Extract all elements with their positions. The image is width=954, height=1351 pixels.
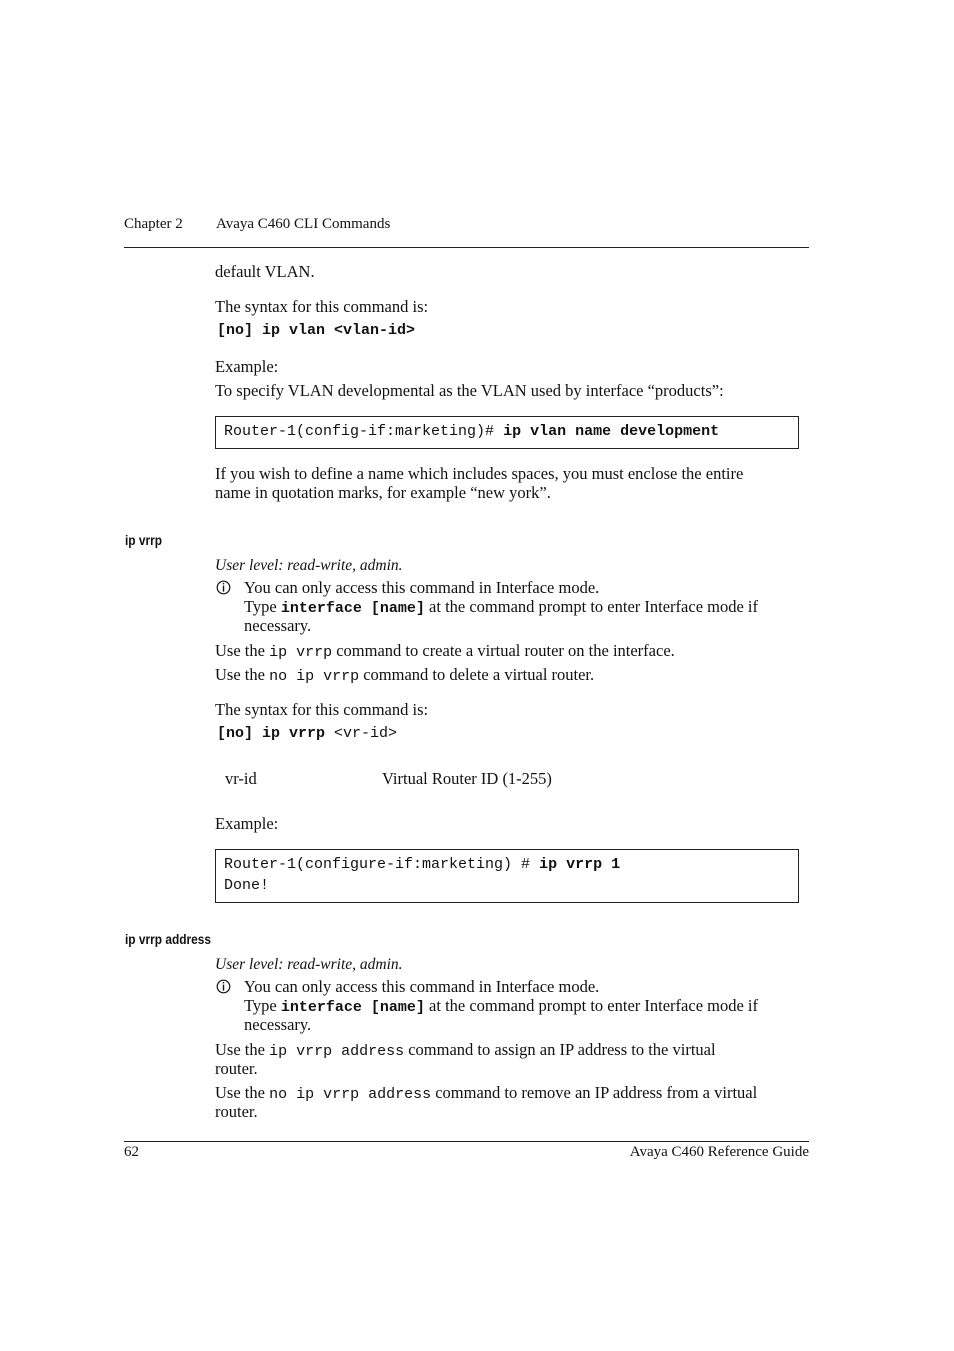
ipvrrpaddr-use1-b: command to assign an IP address to the virtual — [408, 1040, 716, 1059]
vlan-example-label: Example: — [215, 357, 279, 376]
vlan-code-line — [224, 423, 719, 440]
ipvrrp-syntax-intro: The syntax for this command is: — [215, 700, 429, 719]
ipvrrp-example-label: Example: — [215, 814, 279, 833]
ipvrrp-use-create — [215, 641, 675, 662]
ipvrrpaddr-info-cmd: interface [name] — [280, 999, 425, 1016]
vlan-note-line2: name in quotation marks, for example “new york”. — [215, 483, 551, 502]
ipvrrp-use1-cmd: ip vrrp — [269, 644, 333, 661]
info-icon — [216, 580, 231, 595]
param-name: vr-id — [225, 769, 257, 788]
vlan-continuation: default VLAN. — [215, 262, 315, 281]
ipvrrp-info-line3: necessary. — [244, 616, 312, 635]
ipvrrpaddr-use1-a: Use the — [215, 1040, 265, 1059]
ipvrrp-syntax-param: <vr-id> — [334, 725, 398, 742]
ipvrrp-info-rest: at the command prompt to enter Interface mode if — [429, 597, 758, 616]
ipvrrp-info-line2 — [244, 597, 758, 618]
ipvrrp-use1-b: command to create a virtual router on the interface. — [336, 641, 675, 660]
ipvrrp-code-prompt: Router-1(configure-if:marketing) # — [224, 856, 531, 873]
ipvrrpaddr-use-assign-cont: router. — [215, 1059, 258, 1078]
ipvrrp-user-level: User level: read-write, admin. — [215, 557, 403, 574]
ipvrrpaddr-info-type: Type — [244, 996, 277, 1015]
ipvrrp-use1-a: Use the — [215, 641, 265, 660]
ipvrrp-use2-b: command to delete a virtual router. — [363, 665, 595, 684]
header-rule — [124, 247, 809, 248]
ipvrrp-use-delete — [215, 665, 594, 686]
ipvrrp-info-cmd: interface [name] — [280, 600, 425, 617]
section-heading-ip-vrrp: ip vrrp — [125, 532, 163, 548]
vlan-code-cmd: ip vlan name development — [503, 423, 720, 440]
ipvrrp-info-type: Type — [244, 597, 277, 616]
ipvrrp-syntax-cmd: [no] ip vrrp — [217, 725, 326, 742]
ipvrrp-code-cmd: ip vrrp 1 — [539, 856, 621, 873]
param-desc: Virtual Router ID (1-255) — [382, 769, 552, 788]
ipvrrp-use2-cmd: no ip vrrp — [269, 668, 360, 685]
header-title: Avaya C460 CLI Commands — [216, 216, 391, 232]
vlan-note-line1: If you wish to define a name which includes spaces, you must enclose the entire — [215, 464, 744, 483]
ipvrrp-code-box — [215, 849, 799, 903]
ipvrrpaddr-info-line2 — [244, 996, 758, 1017]
footer-page-number: 62 — [124, 1144, 139, 1160]
vlan-syntax: [no] ip vlan <vlan-id> — [217, 322, 416, 339]
ipvrrp-use2-a: Use the — [215, 665, 265, 684]
ipvrrpaddr-user-level: User level: read-write, admin. — [215, 956, 403, 973]
header-chapter: Chapter 2 — [124, 216, 183, 232]
vlan-code-prompt: Router-1(config-if:marketing)# — [224, 423, 495, 440]
ipvrrpaddr-info-rest: at the command prompt to enter Interface mode if — [429, 996, 758, 1015]
vlan-example-desc: To specify VLAN developmental as the VLAN used by interface “products”: — [215, 381, 724, 400]
ipvrrpaddr-use1-cmd: ip vrrp address — [269, 1043, 405, 1060]
ipvrrpaddr-use-assign — [215, 1040, 716, 1061]
ipvrrpaddr-use-remove — [215, 1083, 757, 1104]
vlan-code-box — [215, 416, 799, 449]
info-icon — [216, 979, 231, 994]
ipvrrpaddr-use2-cmd: no ip vrrp address — [269, 1086, 432, 1103]
footer-title: Avaya C460 Reference Guide — [629, 1144, 809, 1160]
ipvrrpaddr-info-line3: necessary. — [244, 1015, 312, 1034]
ipvrrpaddr-use2-a: Use the — [215, 1083, 265, 1102]
section-heading-ip-vrrp-address: ip vrrp address — [125, 931, 211, 947]
ipvrrp-code-line1 — [224, 856, 620, 873]
ipvrrpaddr-use2-b: command to remove an IP address from a virtual — [435, 1083, 758, 1102]
vlan-syntax-intro: The syntax for this command is: — [215, 297, 429, 316]
ipvrrpaddr-use-remove-cont: router. — [215, 1102, 258, 1121]
footer-rule — [124, 1141, 809, 1142]
ipvrrp-info-line1: You can only access this command in Interface mode. — [244, 578, 600, 597]
ipvrrp-code-output: Done! — [224, 877, 270, 894]
ipvrrpaddr-info-line1: You can only access this command in Interface mode. — [244, 977, 600, 996]
ipvrrp-syntax — [217, 724, 397, 743]
